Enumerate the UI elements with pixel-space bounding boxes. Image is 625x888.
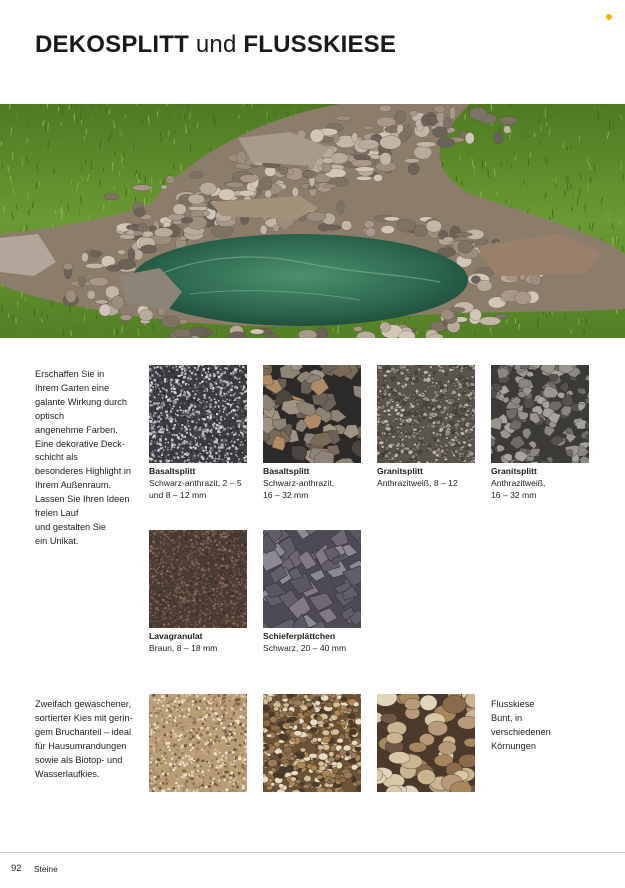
swatch-schieferplaettchen [263, 530, 361, 628]
swatch-lavagranulat [149, 530, 247, 628]
intro-text-line: ein Unikat. [35, 535, 79, 546]
product-name: Basaltsplitt [149, 466, 196, 476]
intro-text-line: und gestalten Sie [35, 521, 107, 532]
title-part-flusskiese: FLUSSKIESE [243, 31, 397, 58]
river-caption-line: Bunt, in [491, 712, 523, 723]
caption-basaltsplitt-fine [149, 465, 242, 502]
product-name: Basaltsplitt [263, 466, 310, 476]
hero-garden-pond-image [0, 104, 625, 338]
intro-text-line: Ihrem Garten eine [35, 382, 110, 393]
river-description-line: sortierter Kies mit gerin- [35, 712, 133, 723]
product-detail: Schwarz-anthrazit, 2 – 5 [149, 478, 242, 489]
river-description-line: für Hausumrandungen [35, 740, 127, 751]
river-description-line: Zweifach gewaschener, [35, 699, 132, 709]
intro-text-line: Lassen Sie Ihren Ideen [35, 494, 130, 505]
intro-text-line: optisch [35, 410, 65, 421]
river-caption-line: verschiedenen [491, 726, 551, 737]
caption-granitsplitt-fine [377, 465, 458, 489]
river-description-line: gem Bruchanteil – ideal [35, 726, 132, 737]
product-name: Lavagranulat [149, 631, 203, 641]
caption-lavagranulat [149, 630, 217, 654]
caption-basaltsplitt-coarse [263, 465, 334, 502]
intro-text-line: Eine dekorative Deck- [35, 438, 125, 449]
product-detail: Schwarz, 20 – 40 mm [263, 643, 347, 654]
swatch-flusskies-coarse [377, 694, 475, 792]
product-name: Granitsplitt [377, 466, 423, 476]
page-number: 92 [11, 863, 22, 874]
river-description-line: Wasserlaufkies. [35, 768, 100, 779]
river-gravel-description [35, 698, 133, 781]
corner-marker [606, 14, 612, 20]
product-detail: und 8 – 12 mm [149, 490, 207, 501]
intro-text-line: galante Wirkung durch [35, 396, 127, 407]
swatch-flusskies-medium [263, 694, 361, 792]
intro-text-line: Erschaffen Sie in [35, 369, 105, 379]
footer-section-label: Steine [34, 864, 58, 874]
page-title [35, 31, 396, 59]
swatch-granitsplitt-coarse [491, 365, 589, 463]
product-detail: Anthrazitweiß, [491, 478, 546, 489]
river-description-line: sowie als Biotop- und [35, 754, 123, 765]
swatch-granitsplitt-fine [377, 365, 475, 463]
river-gravel-caption [491, 698, 551, 754]
product-detail: Schwarz-anthrazit, [263, 478, 335, 489]
product-detail: 16 – 32 mm [491, 490, 537, 501]
intro-text [35, 368, 131, 549]
product-name: Schieferplättchen [263, 631, 336, 641]
title-part-und: und [189, 31, 244, 58]
swatch-flusskies-fine [149, 694, 247, 792]
intro-text-line: Ihrem Außenraum. [35, 480, 112, 491]
intro-text-line: schicht als [35, 452, 78, 463]
title-part-dekosplitt: DEKOSPLITT [35, 31, 190, 58]
product-name: Granitsplitt [491, 466, 537, 476]
river-caption-line: Körnungen [491, 740, 536, 751]
intro-text-line: freien Lauf [35, 508, 79, 519]
product-detail: Anthrazitweiß, 8 – 12 [377, 478, 458, 489]
caption-schieferplaettchen [263, 630, 346, 654]
product-detail: Braun, 8 – 18 mm [149, 643, 218, 654]
intro-text-line: besonderes Highlight in [35, 466, 132, 477]
river-caption-line: Flusskiese [491, 699, 535, 709]
swatch-basaltsplitt-fine [149, 365, 247, 463]
footer-rule [0, 852, 625, 853]
swatch-basaltsplitt-coarse [263, 365, 361, 463]
intro-text-line: angenehme Farben. [35, 424, 118, 435]
product-detail: 16 – 32 mm [263, 490, 309, 501]
caption-granitsplitt-coarse [491, 465, 545, 502]
